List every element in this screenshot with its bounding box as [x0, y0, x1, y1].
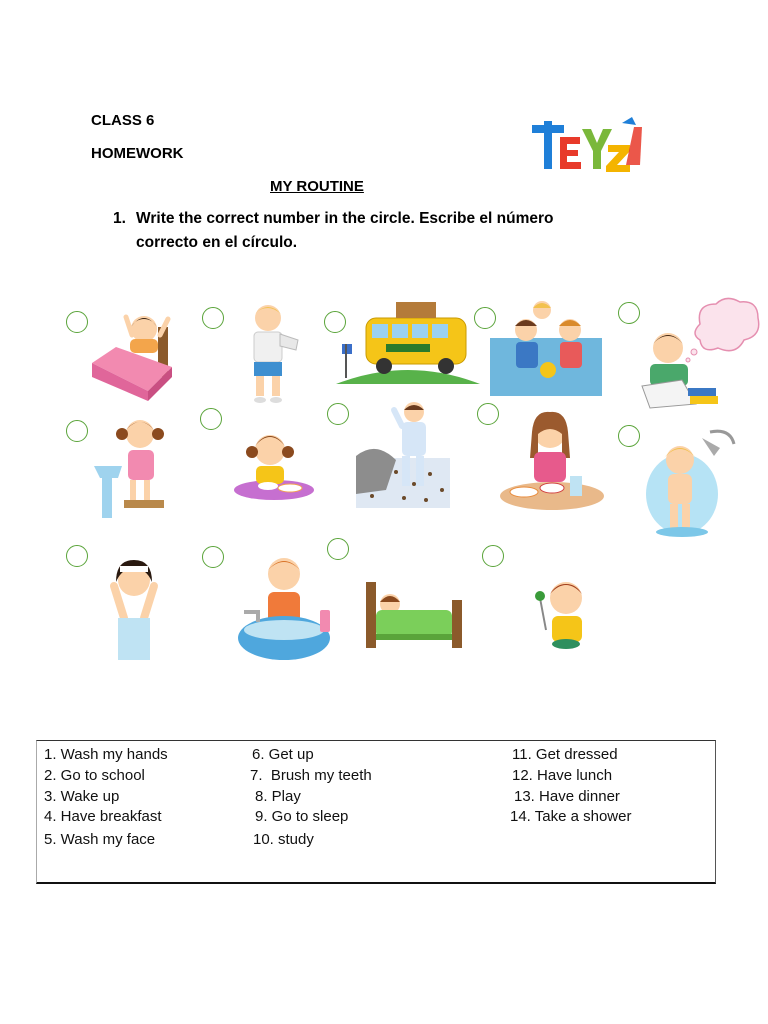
boy-studying-icon: [636, 294, 762, 410]
answer-circle-2[interactable]: [202, 307, 224, 329]
man-getting-up-stretching-icon: [356, 400, 450, 508]
option-9: 9. Go to sleep: [255, 808, 349, 825]
child-taking-shower-icon: [640, 428, 736, 538]
children-playing-icon: [490, 298, 602, 396]
answer-circle-12[interactable]: [202, 546, 224, 568]
answer-circle-8[interactable]: [327, 403, 349, 425]
instruction-line-1: Write the correct number in the circle. Escribe el número: [136, 210, 554, 227]
instruction-text: [136, 207, 626, 255]
option-10: 10. study: [253, 831, 314, 848]
option-12: 12. Have lunch: [512, 767, 613, 784]
option-11: 11. Get dressed: [512, 746, 618, 763]
option-4: 4. Have breakfast: [44, 808, 162, 825]
girl-eating-breakfast-icon: [232, 422, 314, 502]
option-8: 8. Play: [255, 788, 301, 805]
option-13: 13. Have dinner: [514, 788, 620, 805]
school-bus-icon: [336, 296, 480, 384]
option-1: 1. Wash my hands: [44, 746, 168, 763]
option-7: 7. Brush my teeth: [250, 767, 372, 784]
boy-having-lunch-icon: [532, 574, 592, 654]
answer-circle-14[interactable]: [482, 545, 504, 567]
woman-washing-face-icon: [104, 554, 164, 660]
teyza-logo: [530, 115, 646, 177]
option-14: 14. Take a shower: [510, 808, 632, 825]
boy-washing-hands-icon: [236, 552, 332, 666]
homework-label: HOMEWORK: [91, 145, 184, 162]
option-6: 6. Get up: [252, 746, 314, 763]
girl-brushing-teeth-icon: [92, 412, 180, 520]
option-5: 5. Wash my face: [44, 831, 156, 848]
option-2: 2. Go to school: [44, 767, 145, 784]
answer-circle-10[interactable]: [618, 425, 640, 447]
wake-up-girl-in-bed-icon: [86, 305, 178, 401]
class-label: CLASS 6: [91, 112, 155, 129]
girl-eating-dinner-icon: [498, 408, 606, 512]
teyza-logo-graphic: [530, 115, 646, 177]
answer-circle-9[interactable]: [477, 403, 499, 425]
instruction-number: 1.: [113, 210, 126, 227]
child-sleeping-in-bed-icon: [364, 576, 464, 652]
instruction-line-2: correcto en el círculo.: [136, 234, 298, 251]
boy-getting-dressed-icon: [240, 302, 304, 406]
page-title: MY ROUTINE: [270, 178, 364, 195]
answer-circle-7[interactable]: [200, 408, 222, 430]
option-3: 3. Wake up: [44, 788, 120, 805]
answer-circle-6[interactable]: [66, 420, 88, 442]
answer-circle-11[interactable]: [66, 545, 88, 567]
answer-circle-1[interactable]: [66, 311, 88, 333]
